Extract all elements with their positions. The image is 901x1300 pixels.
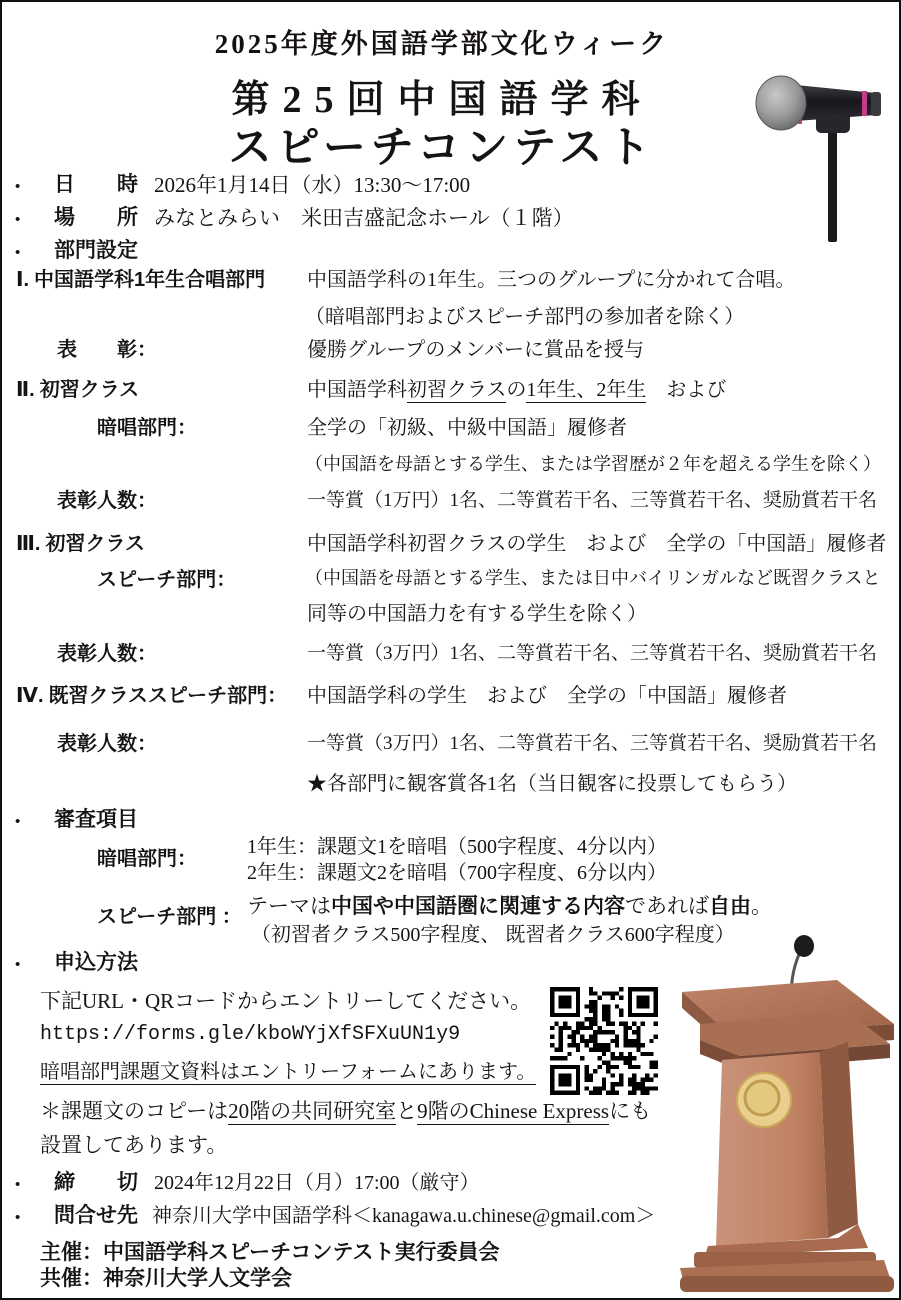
microphone-image [744, 57, 899, 242]
judging-theme-note: （初習者クラス500字程度、 既習者クラス600字程度） [251, 924, 735, 946]
section-4-number: Ⅳ. [16, 685, 44, 707]
audience-award-note: ★各部門に観客賞各1名（当日観客に投票してもらう） [307, 773, 797, 795]
apply-copy-note [40, 1098, 651, 1124]
theme-text: テーマは [247, 894, 331, 918]
section-3-name: 初習クラス [45, 533, 145, 555]
section-1-desc: 中国語学科の1年生。三つのグループに分かれて合唱。 [307, 269, 796, 291]
section-2-sub-desc: 全学の「初級、中級中国語」履修者 [307, 417, 627, 439]
desc-text: および [646, 379, 727, 401]
section-2-sub-label: 暗唱部門： [97, 417, 197, 439]
section-4-label [16, 684, 287, 709]
section-3-winners-label: 表彰人数： [57, 643, 157, 665]
section-3-winners-value: 一等賞（3万円）1名、二等賞若干名、三等賞若干名、奨励賞若干名 [307, 643, 878, 664]
copy-text: と [396, 1099, 418, 1123]
section-2-label [16, 378, 139, 403]
section-1-number: Ⅰ. [16, 269, 29, 291]
section-1-name: 中国語学科1年生合唱部門 [34, 269, 266, 291]
bullet-marker: • [15, 813, 21, 830]
date-label: 日 時 [54, 173, 138, 196]
section-3-desc: 中国語学科初習クラスの学生 および 全学の「中国語」履修者 [307, 533, 887, 555]
theme-text: 。 [751, 894, 772, 918]
section-2-name: 初習クラス [39, 379, 140, 401]
date-value: 2026年1月14日（水）13:30〜17:00 [154, 173, 471, 197]
bullet-marker: • [15, 1209, 21, 1226]
bullet-marker: • [15, 956, 21, 973]
section-3-number: Ⅲ. [16, 533, 41, 555]
place-value: みなとみらい 米田吉盛記念ホール（１階） [154, 206, 574, 230]
cosponsor-line: 共催：神奈川大学人文学会 [40, 1267, 292, 1290]
underlined-text: 暗唱部門課題文資料はエントリーフォームにあります。 [40, 1061, 537, 1083]
contact-label: 問合せ先 [54, 1204, 138, 1227]
section-1-award-label: 表 彰： [57, 339, 157, 361]
theme-text: であれば [625, 894, 709, 918]
organizer-line: 主催：中国語学科スピーチコンテスト実行委員会 [40, 1241, 500, 1264]
theme-bold-text: 中国や中国語圏に関連する内容 [331, 894, 625, 918]
sections-header: 部門設定 [54, 239, 138, 262]
copy-text: にも [609, 1099, 652, 1123]
section-4-winners-label: 表彰人数： [57, 733, 157, 755]
section-1-award-value: 優勝グループのメンバーに賞品を授与 [307, 339, 644, 361]
apply-form-note [40, 1060, 536, 1085]
page-subtitle: スピーチコンテスト [228, 125, 656, 172]
judging-recite-line2: 2年生：課題文2を暗唱（700字程度、6分以内） [247, 862, 667, 884]
bullet-marker: • [15, 178, 21, 195]
section-2-number: Ⅱ. [16, 379, 35, 401]
section-2-desc [307, 378, 726, 403]
section-2-note: （中国語を母語とする学生、または学習歴が２年を超える学生を除く） [305, 454, 881, 474]
deadline-label: 締 切 [54, 1171, 138, 1194]
judging-header: 審査項目 [54, 808, 138, 831]
contact-value[interactable]: 神奈川大学中国語学科＜kanagawa.u.chinese@gmail.com＞ [152, 1205, 656, 1227]
section-4-winners-value: 一等賞（3万円）1名、二等賞若干名、三等賞若干名、奨励賞若干名 [307, 733, 878, 754]
section-2-winners-label: 表彰人数： [57, 490, 157, 512]
qr-code[interactable] [550, 987, 658, 1095]
apply-copy-line2: 設置してあります。 [40, 1133, 228, 1157]
judging-recite-line1: 1年生：課題文1を暗唱（500字程度、4分以内） [247, 836, 667, 858]
section-4-desc: 中国語学科の学生 および 全学の「中国語」履修者 [307, 685, 787, 707]
entry-url-link[interactable]: https://forms.gle/kboWYjXfSFXuUN1y9 [40, 1023, 461, 1046]
section-3-sub-label: スピーチ部門： [97, 569, 237, 591]
theme-bold-text: 自由 [709, 894, 751, 918]
section-2-winners-value: 一等賞（1万円）1名、二等賞若干名、三等賞若干名、奨励賞若干名 [307, 490, 878, 511]
deadline-value: 2024年12月22日（月）17:00（厳守） [154, 1172, 480, 1194]
section-4-name: 既習クラススピーチ部門： [48, 685, 288, 707]
section-3-label [16, 532, 145, 557]
desc-text: の [506, 379, 527, 401]
copy-text: ＊課題文のコピーは [40, 1099, 229, 1123]
apply-header: 申込方法 [54, 951, 138, 974]
apply-instruction: 下記URL・QRコードからエントリーしてください。 [40, 989, 532, 1013]
podium-image [652, 932, 901, 1295]
underlined-text: 9階のChinese Express [417, 1099, 610, 1123]
underlined-text: 1年生、2年生 [526, 379, 647, 401]
underlined-text: 20階の共同研究室 [228, 1099, 397, 1123]
judging-recite-label: 暗唱部門： [97, 848, 197, 870]
section-3-note-line2: 同等の中国語力を有する学生を除く） [307, 603, 647, 625]
underlined-text: 初習クラス [407, 379, 507, 401]
page-title: 第25回中国語学科 [231, 79, 653, 121]
judging-speech-label: スピーチ部門 ： [97, 906, 242, 928]
bullet-marker: • [15, 1176, 21, 1193]
bullet-marker: • [15, 211, 21, 228]
place-label: 場 所 [54, 206, 138, 229]
section-3-note-line1: （中国語を母語とする学生、または日中バイリンガルなど既習クラスと [305, 568, 881, 588]
bullet-marker: • [15, 244, 21, 261]
judging-theme [247, 893, 772, 919]
section-1-note: （暗唱部門およびスピーチ部門の参加者を除く） [305, 306, 745, 328]
section-1-label [16, 268, 265, 293]
event-week-title: 2025年度外国語学部文化ウィーク [214, 29, 670, 59]
desc-text: 中国語学科 [307, 379, 407, 401]
